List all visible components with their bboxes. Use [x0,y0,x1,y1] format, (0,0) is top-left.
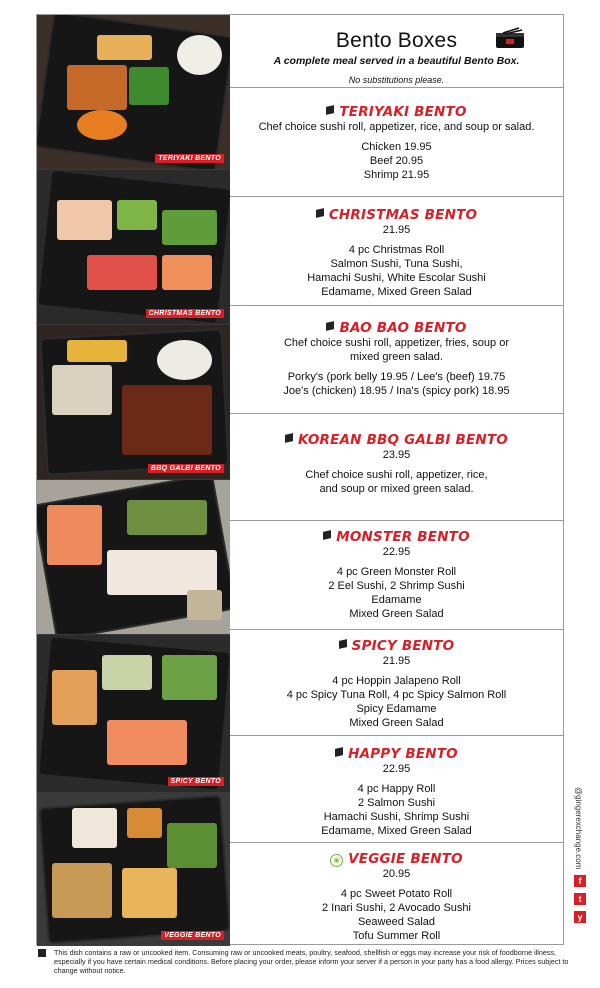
item-description: Spicy Edamame [356,703,437,715]
photo-label: SPICY BENTO [168,777,225,786]
page-subtitle: A complete meal served in a beautiful Bento Box. [273,55,520,67]
disclaimer-text: This dish contains a raw or uncooked item. Consuming raw or uncooked meats, poultry, seafood, shellfish or eggs may increase your risk of foodborne illness, especially if you have certain medical conditions. Before placing your order, please inform your server if a person in your party has a food allergy. Prices subject to change without notice. [54,948,569,975]
menu-item-monster [230,520,563,629]
item-price: 21.95 [382,224,411,236]
bento-cube-icon [326,105,334,115]
menu-item-baobao [230,305,563,413]
item-description: Tofu Summer Roll [352,930,441,942]
item-price: 22.95 [382,763,411,775]
item-description: Edamame, Mixed Green Salad [321,825,472,837]
bento-cube-icon [38,949,46,957]
item-description: Chef choice sushi roll, appetizer, rice, [305,469,488,481]
item-title: HAPPY BENTO [348,746,458,762]
facebook-icon[interactable]: f [574,875,586,887]
item-description: Chef choice sushi roll, appetizer, fries, soup or [283,337,509,349]
item-title: TERIYAKI BENTO [339,104,467,120]
bento-cube-icon [323,530,331,540]
item-description: Seaweed Salad [357,916,436,928]
item-price: Joe's (chicken) 18.95 / Ina's (spicy pork) 18.95 [283,385,510,397]
bento-cube-icon [335,747,343,757]
item-price: Chicken 19.95 [361,141,432,153]
menu-panel [36,14,564,945]
item-description: 4 pc Christmas Roll [348,244,445,256]
item-description: and soup or mixed green salad. [319,483,474,495]
item-title: MONSTER BENTO [336,529,470,545]
menu-item-christmas [230,196,563,305]
menu-item-galbi [230,413,563,520]
item-description: 4 pc Hoppin Jalapeno Roll [332,675,461,687]
item-price: 21.95 [382,655,411,667]
item-price: Porky's (pork belly 19.95 / Lee's (beef) 19.75 [287,371,506,383]
menu-item-happy [230,735,563,842]
item-description: mixed green salad. [350,351,443,363]
menu-item-veggie [230,842,563,946]
photo-label: BBQ GALBI BENTO [148,464,224,473]
bento-cube-icon [339,639,347,649]
item-description: Edamame [371,594,422,606]
item-title: VEGGIE BENTO [348,851,463,867]
menu-header [230,15,563,87]
photo-label: VEGGIE BENTO [161,931,224,940]
menu-item-teriyaki [230,87,563,196]
item-description: 2 Salmon Sushi [357,797,436,809]
item-title: KOREAN BBQ GALBI BENTO [298,432,508,448]
bento-box-icon [495,27,525,49]
photo-label: TERIYAKI BENTO [155,154,224,163]
footer-disclaimer [38,948,572,975]
item-description: 4 pc Happy Roll [357,783,436,795]
bento-cube-icon [285,433,293,443]
twitter-icon[interactable]: t [574,893,586,905]
item-description: Edamame, Mixed Green Salad [321,286,472,298]
photo-happy [37,793,230,946]
item-title: SPICY BENTO [351,638,455,654]
substitution-note: No substitutions please. [348,75,445,85]
item-title: BAO BAO BENTO [339,320,467,336]
photo-christmas [37,170,230,325]
item-price: Beef 20.95 [369,155,424,167]
item-description: Mixed Green Salad [349,608,444,620]
bento-cube-icon [326,321,334,331]
photo-galbi [37,325,230,480]
item-description: Hamachi Sushi, White Escolar Sushi [307,272,486,284]
item-description: Mixed Green Salad [349,717,444,729]
page-title: Bento Boxes [335,29,458,52]
bento-cube-icon [316,208,324,218]
item-description: Hamachi Sushi, Shrimp Sushi [323,811,470,823]
website-handle: @gingerexchange.com [574,787,583,870]
menu-item-spicy [230,629,563,735]
item-title: CHRISTMAS BENTO [328,207,478,223]
photo-monster [37,480,230,635]
photo-label: CHRISTMAS BENTO [146,309,224,318]
photo-spicy [37,635,230,793]
item-description: 4 pc Spicy Tuna Roll, 4 pc Spicy Salmon Roll [286,689,507,701]
item-description: 4 pc Sweet Potato Roll [340,888,453,900]
item-description: 2 Inari Sushi, 2 Avocado Sushi [321,902,471,914]
photo-teriyaki [37,15,230,170]
item-price: Shrimp 21.95 [363,169,430,181]
item-description: 4 pc Green Monster Roll [336,566,457,578]
item-description: 2 Eel Sushi, 2 Shrimp Sushi [328,580,465,592]
item-description: Chef choice sushi roll, appetizer, rice, and soup or salad. [258,121,535,133]
yelp-icon[interactable]: y [574,911,586,923]
item-price: 23.95 [382,449,411,461]
leaf-icon: ❀ [330,854,343,867]
item-price: 22.95 [382,546,411,558]
item-description: Salmon Sushi, Tuna Sushi, [330,258,463,270]
item-price: 20.95 [382,868,411,880]
